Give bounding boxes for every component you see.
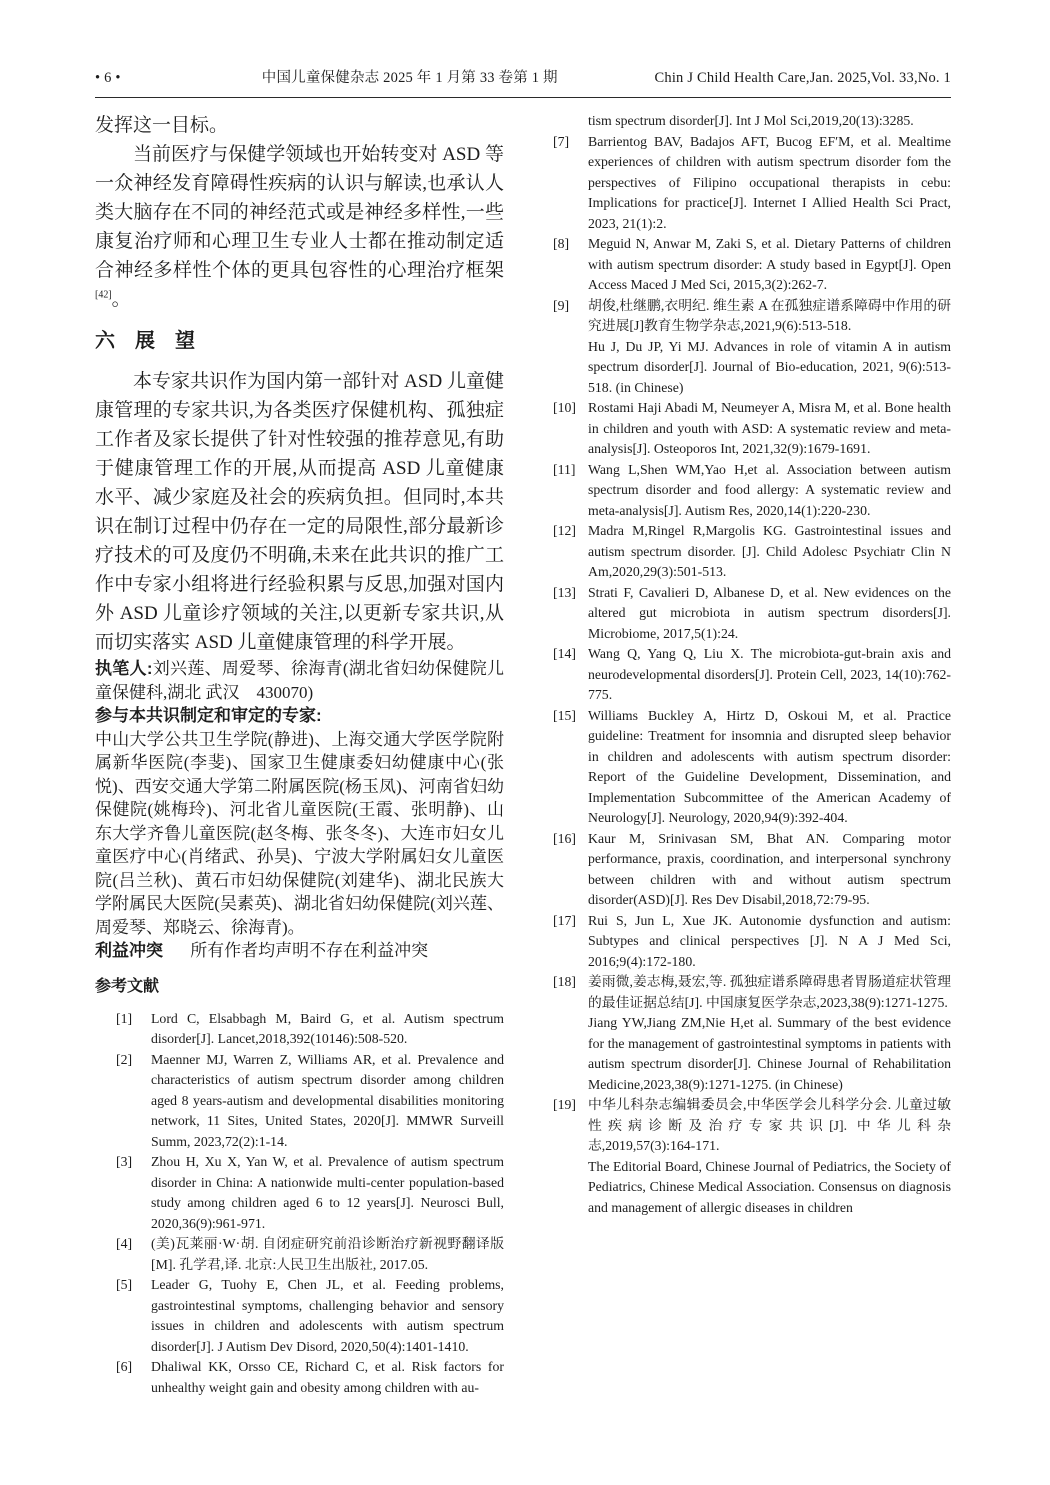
reference-number: [3]	[116, 1154, 133, 1169]
authors-label: 执笔人:	[95, 659, 153, 678]
reference-number: [7]	[553, 133, 570, 149]
reference-text: 胡俊,杜继鹏,衣明纪. 维生素 A 在孤独症谱系障碍中作用的研究进展[J]教育生物学杂志,2021,9(6):513-518. Hu J, Du JP, Yi MJ. Advances in role of vitamin A in autism spectrum disorder[J]. Journal of Bio-education, 2021, 9(6):513-518. (in Chinese)	[588, 297, 951, 395]
paragraph-neurodiversity	[95, 140, 504, 314]
reference-item	[553, 521, 951, 583]
reference-item	[553, 460, 951, 522]
references-list-right	[553, 111, 951, 1218]
reference-item	[553, 1095, 951, 1218]
reference-text: tism spectrum disorder[J]. Int J Mol Sci,2019,20(13):3285.	[588, 113, 914, 128]
coi-text: 所有作者均声明不存在利益冲突	[190, 941, 429, 960]
section-heading-outlook: 六 展 望	[95, 330, 195, 352]
conflict-of-interest-line	[95, 939, 504, 963]
reference-number: [4]	[116, 1236, 133, 1251]
header-divider	[95, 97, 951, 98]
reference-text: Williams Buckley A, Hirtz D, Oskoui M, et al. Practice guideline: Treatment for insomnia and disrupted sleep behavior in children and adolescents with autism spectrum disorder: Report of the Guideline Development, Dissemination, and Implementation Subcommittee of the American Academy of Neurology[J]. Neurology, 2020,94(9):392-404.	[588, 707, 951, 825]
references-heading: 参考文献	[95, 977, 160, 995]
reference-number: [10]	[553, 400, 576, 415]
reference-text: Dhaliwal KK, Orsso CE, Richard C, et al. Risk factors for unhealthy weight gain and obesity among children with au-	[151, 1359, 504, 1395]
reference-number: [6]	[116, 1359, 133, 1374]
paragraph-text: 当前医疗与保健学领域也开始转变对 ASD 等一众神经发育障碍性疾病的认识与解读,也承认人类大脑存在不同的神经范式或是神经多样性,一些康复治疗师和心理卫生专业人士都在推动制定适合神经多样性个体的更具包容性的心理治疗框架	[95, 144, 504, 281]
paragraph-end: 。	[111, 289, 131, 310]
reference-number: [14]	[553, 646, 576, 661]
reference-text: Leader G, Tuohy E, Chen JL, et al. Feeding problems, gastrointestinal symptoms, challenging behavior and sensory issues in children and adolescents with autism spectrum disorder[J]. J Autism Dev Disord, 2020,50(4):1401-1410.	[151, 1277, 504, 1354]
reference-number: [11]	[553, 461, 576, 477]
page-number: • 6 •	[95, 70, 121, 86]
reference-item	[116, 1234, 504, 1275]
left-column	[95, 111, 504, 1398]
journal-title-cn: 中国儿童保健杂志 2025 年 1 月第 33 卷第 1 期	[261, 70, 558, 86]
outlook-paragraph: 本专家共识作为国内第一部针对 ASD 儿童健康管理的专家共识,为各类医疗保健机构、孤独症工作者及家长提供了针对性较强的推荐意见,有助于健康管理工作的开展,从而提高 ASD 儿童健康水平、减少家庭及社会的疾病负担。但同时,本共识在制订过程中仍存在一定的局限性,部分最新诊疗技术的可及度仍不明确,未来在此共识的推广工作中专家小组将进行经验积累与反思,加强对国内外 ASD 儿童诊疗领域的关注,以更新专家共识,从而切实落实 ASD 儿童健康管理的科学开展。	[95, 371, 504, 653]
reference-item	[116, 1009, 504, 1050]
reference-item	[553, 829, 951, 911]
reference-item	[116, 1357, 504, 1398]
paragraph-tail: 发挥这一目标。	[95, 115, 229, 136]
reference-number: [17]	[553, 912, 576, 928]
references-list-left	[95, 1009, 504, 1399]
reference-item	[553, 234, 951, 296]
two-column-body	[95, 111, 951, 1398]
reference-item	[553, 296, 951, 399]
reference-text: Wang Q, Yang Q, Liu X. The microbiota-gut-brain axis and neurodevelopmental disorders[J]. Protein Cell, 2023, 14(10):762-775.	[588, 646, 951, 702]
citation-mark: [42]	[95, 289, 112, 301]
reference-text: 中华儿科杂志编辑委员会,中华医学会儿科学分会. 儿童过敏性疾病诊断及治疗专家共识[J]. 中华儿科杂志,2019,57(3):164-171. The Editorial Board, Chinese Journal of Pediatrics, the Society of Pediatrics, Chinese Medical Association. Consensus on diagnosis and management of allergic diseases in children	[588, 1097, 951, 1215]
reference-number: [5]	[116, 1277, 133, 1292]
reference-text: Barrientog BAV, Badajos AFT, Bucog EF′M, et al. Mealtime experiences of children with autism spectrum disorder fom the perspectives of Filipino occupational therapists in cebu: Implications for practice[J]. Internet I Allied Health Sci Pract, 2023, 21(1):2.	[588, 133, 951, 231]
reference-text: (美)瓦莱丽·W·胡. 自闭症研究前沿诊断治疗新视野翻译版[M]. 孔学君,译. 北京:人民卫生出版社, 2017.05.	[151, 1236, 504, 1272]
authors-text: 刘兴莲、周爱琴、徐海青(湖北省妇幼保健院儿童保健科,湖北 武汉 430070)	[95, 659, 504, 702]
reference-item	[553, 583, 951, 645]
experts-label: 参与本共识制定和审定的专家:	[95, 706, 322, 725]
reference-number: [18]	[553, 974, 576, 989]
reference-text: Maenner MJ, Warren Z, Williams AR, et al. Prevalence and characteristics of autism spectrum disorder among children aged 8 years-autism and developmental disabilities monitoring network, 11 Sites, United States, 2020[J]. MMWR Surveill Summ, 2023,72(2):1-14.	[151, 1051, 504, 1149]
reference-text: Rostami Haji Abadi M, Neumeyer A, Misra M, et al. Bone health in children and youth with ASD: A systematic review and meta-analysis[J]. Osteoporos Int, 2021,32(9):1679-1691.	[588, 400, 951, 456]
reference-item	[553, 132, 951, 235]
reference-item	[116, 1050, 504, 1153]
experts-text: 中山大学公共卫生学院(静进)、上海交通大学医学院附属新华医院(李斐)、国家卫生健康委妇幼健康中心(张悦)、西安交通大学第二附属医院(杨玉凤)、河南省妇幼保健院(姚梅玲)、河北省儿童医院(王霞、张明静)、山东大学齐鲁儿童医院(赵冬梅、张冬冬)、大连市妇女儿童医疗中心(肖绪武、孙昊)、宁波大学附属妇女儿童医院(吕兰秋)、黄石市妇幼保健院(刘建华)、湖北民族大学附属民大医院(吴素英)、湖北省妇幼保健院(刘兴莲、周爱琴、郑晓云、徐海青)。	[95, 729, 504, 937]
reference-item	[553, 706, 951, 829]
reference-text: Strati F, Cavalieri D, Albanese D, et al. New evidences on the altered gut microbiota in autism spectrum disorders[J]. Microbiome, 2017,5(1):24.	[588, 584, 951, 641]
reference-text: 姜雨微,姜志梅,聂宏,等. 孤独症谱系障碍患者胃肠道症状管理的最佳证据总结[J]. 中国康复医学杂志,2023,38(9):1271-1275. Jiang YW,Jiang ZM,Nie H,et al. Summary of the best evidence for the management of gastrointestinal symptoms in patients with autism spectrum disorder[J]. Chinese Journal of Rehabilitation Medicine,2023,38(9):1271-1275. (in Chinese)	[588, 974, 951, 1092]
reference-text: Rui S, Jun L, Xue JK. Autonomie dysfunction and autism: Subtypes and clinical perspectives [J]. N A J Med Sci, 2016;9(4):172-180.	[588, 912, 951, 969]
reference-number: [12]	[553, 523, 576, 538]
authors-line	[95, 657, 504, 704]
reference-text: Wang L,Shen WM,Yao H,et al. Association between autism spectrum disorder and food allergy: A systematic review and meta-analysis[J]. Autism Res, 2020,14(1):220-230.	[588, 461, 951, 518]
right-column	[553, 111, 951, 1398]
coi-label: 利益冲突	[95, 941, 163, 960]
reference-number: [9]	[553, 297, 570, 313]
reference-item	[116, 1275, 504, 1357]
reference-item	[553, 111, 951, 132]
reference-number: [19]	[553, 1097, 576, 1112]
reference-item	[553, 398, 951, 460]
reference-text: Meguid N, Anwar M, Zaki S, et al. Dietary Patterns of children with autism spectrum disorder: A study based in Egypt[J]. Open Access Maced J Med Sci, 2015,3(2):262-7.	[588, 236, 951, 292]
reference-item	[116, 1152, 504, 1234]
reference-number: [15]	[553, 707, 576, 723]
reference-item	[553, 644, 951, 706]
reference-number: [13]	[553, 584, 576, 600]
reference-number: [16]	[553, 830, 576, 846]
reference-number: [8]	[553, 236, 570, 251]
reference-number: [1]	[116, 1010, 133, 1026]
reference-text: Lord C, Elsabbagh M, Baird G, et al. Autism spectrum disorder[J]. Lancet,2018,392(10146):508-520.	[151, 1010, 504, 1046]
reference-text: Zhou H, Xu X, Yan W, et al. Prevalence of autism spectrum disorder in China: A nationwide multi-center population-based study among children aged 6 to 12 years[J]. Neurosci Bull, 2020,36(9):961-971.	[151, 1154, 504, 1231]
reference-number: [2]	[116, 1051, 133, 1067]
reference-text: Madra M,Ringel R,Margolis KG. Gastrointestinal issues and autism spectrum disorder. [J]. Child Adolesc Psychiatr Clin N Am,2020,29(3):501-513.	[588, 523, 951, 579]
reference-item	[553, 972, 951, 1095]
reference-item	[553, 911, 951, 973]
page-header	[95, 66, 951, 87]
journal-title-en: Chin J Child Health Care,Jan. 2025,Vol. 33,No. 1	[654, 70, 951, 86]
reference-text: Kaur M, Srinivasan SM, Bhat AN. Comparing motor performance, praxis, coordination, and interpersonal synchrony between children with and without autism spectrum disorder(ASD)[J]. Res Dev Disabil,2018,72:79-95.	[588, 830, 951, 907]
